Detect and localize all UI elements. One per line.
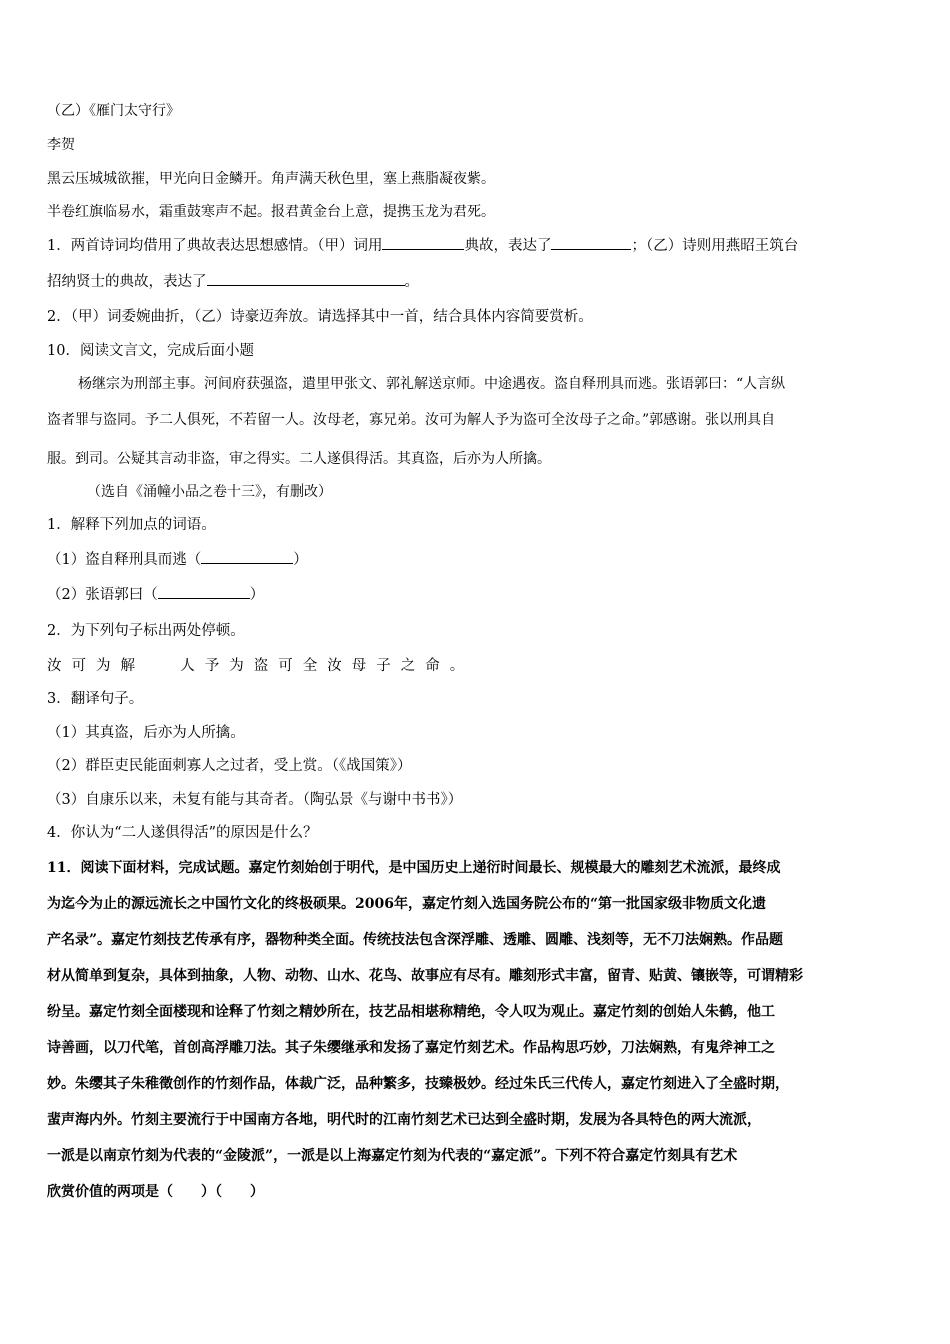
q10-passage-line-2: 盗者罪与盗同。予二人俱死，不若留一人。汝母老，寡兄弟。汝可为解人予为盗可全汝母子之命。”郭感谢。张以刑具自 [47,412,776,428]
q10-s1-1-text-a: （1）盗自释刑具而逃（ [47,552,202,568]
poem-b-line-1: 黑云压城城欲摧，甲光向日金鳞开。角声满天秋色里，塞上燕脂凝夜紫。 [47,171,495,187]
q9-q1-text-d: 招纳贤士的典故，表达了 [47,274,207,290]
q10-sub-2: 2．为下列句子标出两处停顿。 [47,623,245,639]
poem-b-title: （乙）《雁门太守行》 [47,103,180,119]
q11-line: 妙。朱缨其子朱稚徵创作的竹刻作品，体裁广泛，品种繁多，技臻极妙。经过朱氏三代传人，嘉定竹刻进入了全盛时期， [47,1076,789,1092]
q9-q1-text-b: 典故，表达了 [464,238,552,254]
q10-s1-2-text-a: （2）张语郭曰（ [47,587,158,603]
q9-question-2: 2．（甲）词委婉曲折，（乙）诗豪迈奔放。请选择其中一首，结合具体内容简要赏析。 [47,309,593,325]
q10-s2-sentence-a: 汝可为解 [47,658,145,674]
q11-line: 纷呈。嘉定竹刻全面楼现和诠释了竹刻之精妙所在，技艺品相堪称精绝，令人叹为观止。嘉定竹刻的创始人朱鹤，他工 [47,1004,775,1020]
q11-line: 11．阅读下面材料，完成试题。嘉定竹刻始创于明代，是中国历史上递衍时间最长、规模最大的雕刻艺术流派，最终成 [47,860,781,876]
q10-sub-3-item-3: （3）自康乐以来，未复有能与其奇者。（陶弘景《与谢中书书》） [47,792,463,808]
q10-source: （选自《涌幢小品之卷十三》，有删改） [87,484,332,500]
q9-question-1 [47,234,917,257]
q9-q1-text-e: 。 [404,274,419,290]
q10-sub-1: 1．解释下列加点的词语。 [47,517,216,533]
q10-passage-line-1: 杨继宗为刑部主事。河间府获强盗，遣里甲张文、郭礼解送京师。中途遇夜。盗自释刑具而逃。张语郭曰：“人言纵 [78,376,786,392]
answer-blank[interactable] [551,234,631,250]
q9-q1-text-c: ；（乙）诗则用燕昭王筑台 [631,238,799,254]
q11-line: 诗善画，以刀代笔，首创高浮雕刀法。其子朱缨继承和发扬了嘉定竹刻艺术。作品构思巧妙，刀法娴熟，有鬼斧神工之 [47,1040,775,1056]
q9-q1-text-a: 1．两首诗词均借用了典故表达思想感情。（甲）词用 [47,238,383,254]
q10-sub-3-item-1: （1）其真盗，后亦为人所擒。 [47,725,245,741]
q11-line: 为迄今为止的源远流长之中国竹文化的终极硕果。2006年，嘉定竹刻入选国务院公布的“第一批国家级非物质文化遗 [47,896,767,912]
answer-blank[interactable] [382,234,464,250]
q10-s1-2-text-b: ） [249,587,265,603]
q10-s2-sentence-b: 人予为盗可全汝母子之命。 [180,658,475,674]
q9-question-1-cont [47,270,917,293]
q10-sub-2-sentence [47,655,917,677]
answer-blank[interactable] [207,270,405,286]
q10-passage-line-3: 服。到司。公疑其言动非盗，审之得实。二人遂俱得活。其真盗，后亦为人所擒。 [47,451,551,467]
q10-sub-1-item-2 [47,583,917,606]
q11-line: 产名录”。嘉定竹刻技艺传承有序，器物种类全面。传统技法包含深浮雕、透雕、圆雕、浅刻等，无不刀法娴熟。作品题 [47,932,784,948]
q10-title: 10．阅读文言文，完成后面小题 [47,343,254,359]
q11-line: 一派是以南京竹刻为代表的“金陵派”，一派是以上海嘉定竹刻为代表的“嘉定派”。下列不符合嘉定竹刻具有艺术 [47,1148,738,1164]
q10-sub-3: 3．翻译句子。 [47,691,144,707]
q10-sub-3-item-2: （2）群臣吏民能面刺寡人之过者，受上赏。（《战国策》） [47,758,412,774]
q11-line: 欣赏价值的两项是（ ）（ ） [47,1184,264,1200]
q10-sub-1-item-1 [47,548,917,571]
q11-line: 材从简单到复杂，具体到抽象，人物、动物、山水、花鸟、故事应有尽有。雕刻形式丰富，留青、贴黄、镶嵌等，可谓精彩 [47,968,803,984]
poem-b-author: 李贺 [47,137,75,153]
answer-blank[interactable] [201,548,293,564]
q10-s1-1-text-b: ） [293,552,308,568]
poem-b-line-2: 半卷红旗临易水，霜重鼓寒声不起。报君黄金台上意，提携玉龙为君死。 [47,204,495,220]
q11-line: 蜚声海内外。竹刻主要流行于中国南方各地，明代时的江南竹刻艺术已达到全盛时期，发展为各具特色的两大流派， [47,1112,761,1128]
q10-sub-4: 4．你认为“二人遂俱得活”的原因是什么？ [47,825,318,841]
answer-blank[interactable] [158,583,250,599]
